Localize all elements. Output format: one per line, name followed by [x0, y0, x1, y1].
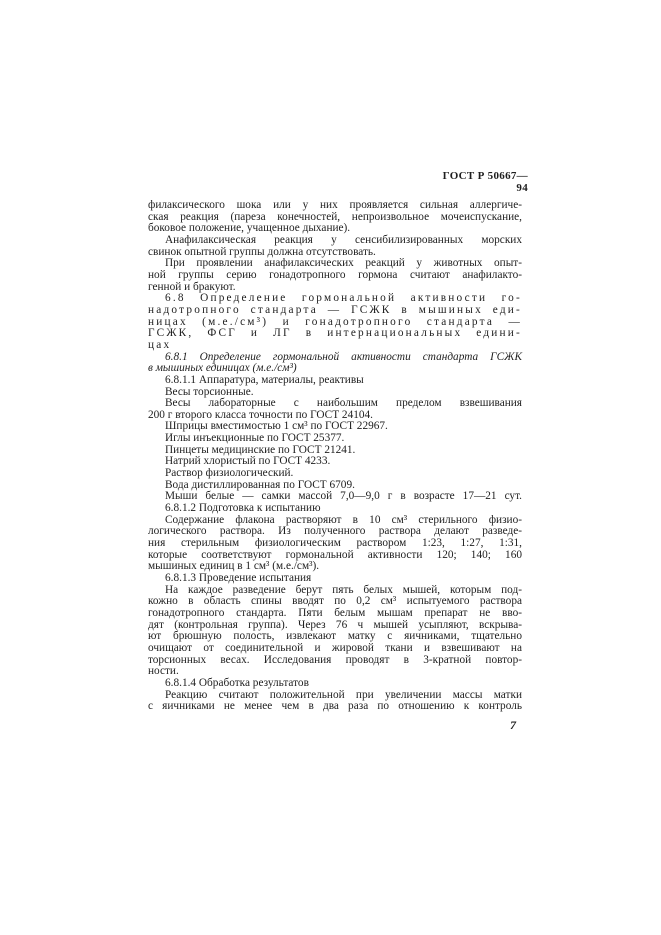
- subsection-heading: в мышиных единицах (м.е./см³): [148, 362, 297, 375]
- text-line: генной и бракуют.: [148, 280, 236, 293]
- text-line: Мыши белые — самки массой 7,0—9,0 г в возрасте 17—21 сут.: [165, 490, 522, 503]
- text-line: гонадотропного стандарта. Пяти белым мышам препарат не вво-: [148, 606, 522, 619]
- subsection-heading: 6.8.1.4 Обработка результатов: [165, 676, 309, 689]
- text-line: кожно в область спины вводят по 0,2 см³ испытуемого раствора: [148, 595, 522, 608]
- text-line: Содержание флакона растворяют в 10 см³ стерильного физио-: [165, 513, 522, 526]
- text-line: Весы торсионные.: [165, 385, 254, 398]
- text-line: ют брюшную полость, извлекают матку с яичниками, тщательно: [148, 630, 522, 643]
- text-line: ной группы серию гонадотропного гормона считают анафилакто-: [148, 268, 522, 281]
- subsection-heading: 6.8.1.1 Аппаратура, материалы, реактивы: [165, 373, 364, 386]
- subsection-heading: 6.8.1 Определение гормональной активности стандарта ГСЖК: [165, 350, 522, 363]
- section-heading: 6.8 Определение гормональной активности го-: [165, 292, 522, 305]
- subsection-heading: 6.8.1.2 Подготовка к испытанию: [165, 502, 321, 515]
- document-header: ГОСТ Р 50667—94: [442, 170, 528, 194]
- text-line: логического раствора. Из полученного раствора делают разведе-: [148, 525, 522, 538]
- text-line: ности.: [148, 665, 179, 678]
- text-line: Вода дистиллированная по ГОСТ 6709.: [165, 478, 355, 491]
- text-line: мышиных единиц в 1 см³ (м.е./см³).: [148, 560, 320, 573]
- text-line: торсионных весах. Исследования проводят в 3-кратной повтор-: [148, 653, 522, 666]
- text-line: Анафилаксическая реакция у сенсибилизированных морских: [165, 233, 522, 246]
- text-line: с яичниками не менее чем в два раза по отношению к контроль: [148, 700, 522, 713]
- page-number: 7: [510, 718, 516, 732]
- text-line: 200 г второго класса точности по ГОСТ 24104.: [148, 408, 373, 421]
- text-line: Натрий хлористый по ГОСТ 4233.: [165, 455, 331, 468]
- text-line: Пинцеты медицинские по ГОСТ 21241.: [165, 443, 356, 456]
- document-body: [148, 200, 522, 713]
- text-line: ская реакция (пареза конечностей, непроизвольное мочеиспускание,: [148, 210, 522, 223]
- text-line: филаксического шока или у них проявляется сильная аллергиче-: [148, 199, 522, 211]
- text-line: Шприцы вместимостью 1 см³ по ГОСТ 22967.: [165, 420, 388, 433]
- text-line: Весы лабораторные с наибольшим пределом взвешивания: [165, 397, 522, 410]
- text-line: ния стерильным физиологическим раствором 1:23, 1:27, 1:31,: [148, 537, 522, 550]
- section-heading: надотропного стандарта — ГСЖК в мышиных еди-: [148, 303, 522, 316]
- text-line: Раствор физиологический.: [165, 467, 294, 480]
- text-line: боковое положение, учащенное дыхание).: [148, 222, 351, 235]
- subsection-heading: 6.8.1.3 Проведение испытания: [165, 572, 312, 584]
- section-heading: цах: [148, 338, 172, 351]
- text-line: Иглы инъекционные по ГОСТ 25377.: [165, 432, 345, 445]
- text-line: свинок опытной группы должна отсутствовать.: [148, 245, 376, 258]
- text-line: которые соответствуют гормональной активности 120; 140; 160: [148, 548, 522, 561]
- text-line: очищают от соединительной и жировой ткани и взвешивают на: [148, 641, 522, 654]
- section-heading: ницах (м.е./см³) и гонадотропного стандарта —: [148, 315, 522, 328]
- text-line: дят (контрольная группа). Через 76 ч мышей усыпляют, вскрыва-: [148, 618, 522, 631]
- section-heading: ГСЖК, ФСГ и ЛГ в интернациональных едини-: [148, 327, 522, 340]
- text-line: На каждое разведение берут пять белых мышей, которым под-: [165, 583, 522, 596]
- text-line: Реакцию считают положительной при увеличении массы матки: [165, 688, 522, 701]
- text-line: При проявлении анафилаксических реакций у животных опыт-: [165, 257, 522, 270]
